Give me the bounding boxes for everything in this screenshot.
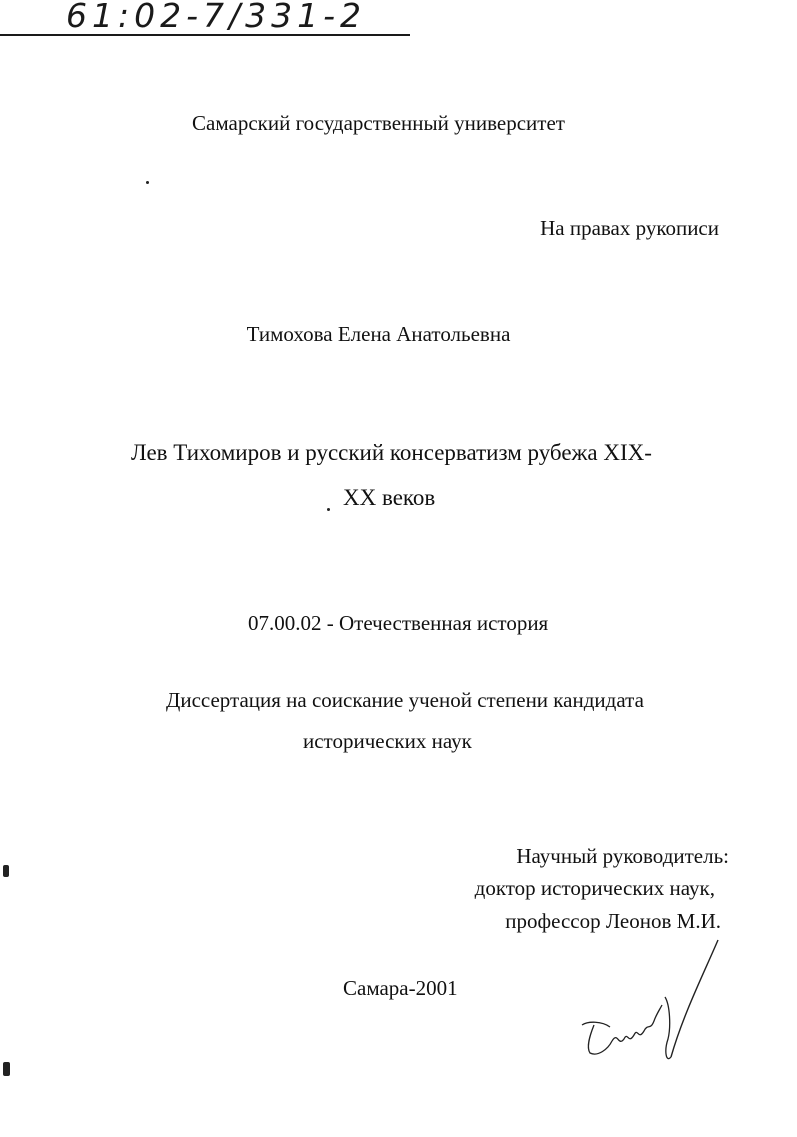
author-name: Тимохова Елена Анатольевна <box>246 322 511 346</box>
degree-line-1: Диссертация на соискание ученой степени кандидата <box>166 688 644 712</box>
handwritten-signature-icon <box>568 935 738 1075</box>
scan-speck <box>146 181 149 184</box>
university-name: Самарский государственный университет <box>192 111 565 135</box>
degree-line-2: исторических наук <box>303 729 472 753</box>
scan-speck <box>327 508 330 511</box>
supervisor-degree: доктор исторических наук, <box>474 876 715 900</box>
binding-mark <box>3 1062 10 1076</box>
supervisor-name: профессор Леонов М.И. <box>505 909 721 933</box>
manuscript-note: На правах рукописи <box>540 216 719 240</box>
supervisor-label: Научный руководитель: <box>516 844 729 868</box>
binding-mark <box>3 865 9 877</box>
dissertation-title-line-2: XX веков <box>343 485 436 510</box>
catalog-number: 61:02-7/331-2 <box>0 0 410 36</box>
specialty-code: 07.00.02 - Отечественная история <box>248 611 549 635</box>
city-year: Самара-2001 <box>343 976 458 1000</box>
dissertation-title-line-1: Лев Тихомиров и русский консерватизм рубежа XIX- <box>131 440 652 465</box>
